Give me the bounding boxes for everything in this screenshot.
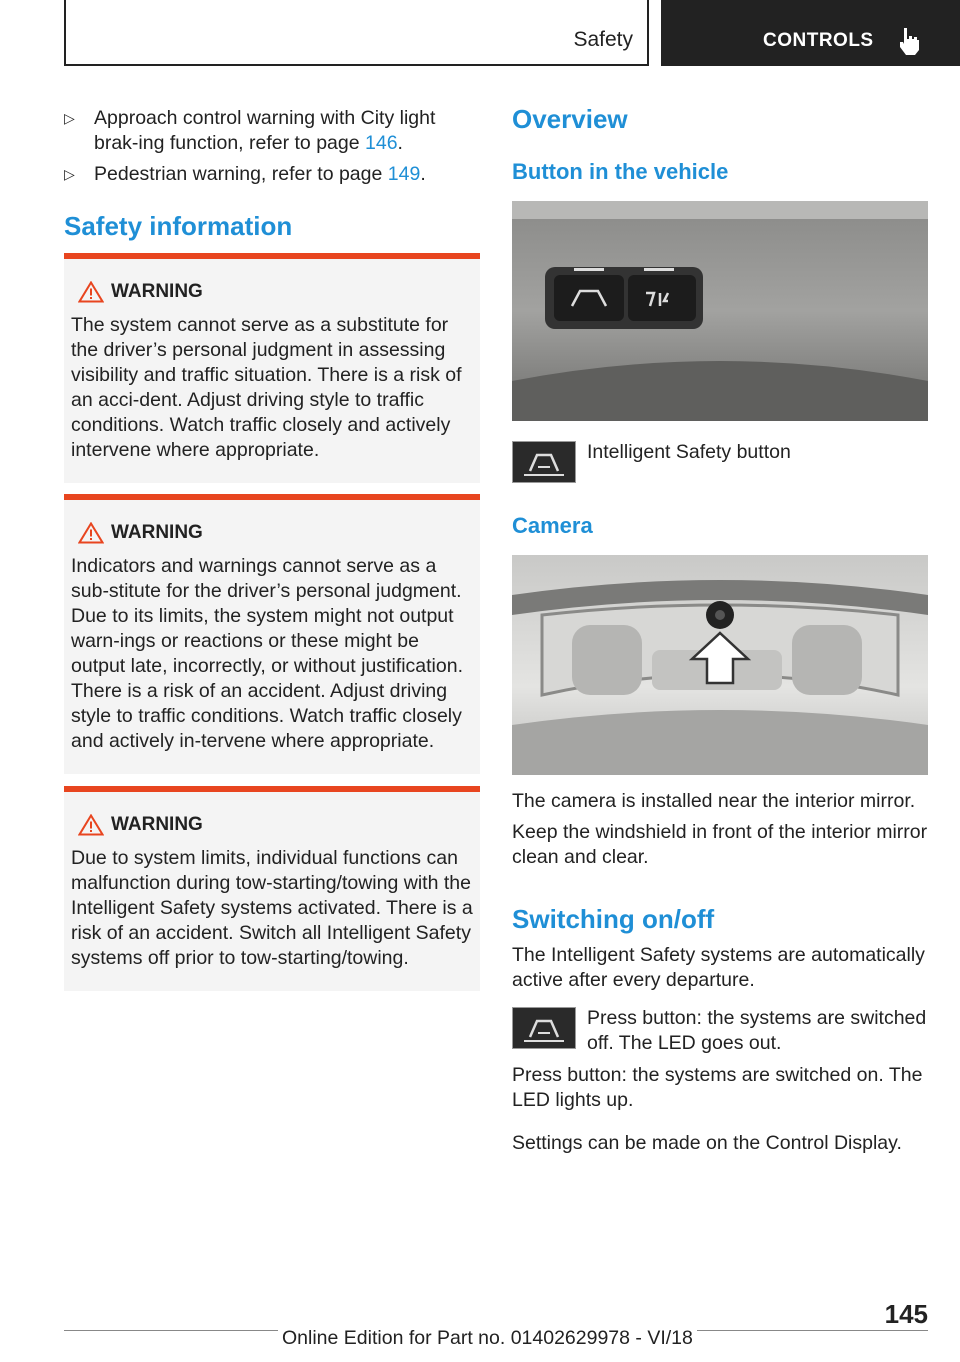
camera-paragraph-2: Keep the windshield in front of the interior mirror clean and clear. — [512, 821, 928, 868]
warning-title: WARNING — [111, 281, 203, 302]
button-panel-photo — [512, 201, 928, 421]
triangle-bullet-icon: ▷ — [64, 166, 75, 182]
header-section-title: Safety — [573, 28, 633, 51]
edition-note: Online Edition for Part no. 01402629978 - VI/18 — [278, 1327, 697, 1350]
warning-text: Indicators and warnings cannot serve as a sub‐stitute for the driver’s personal judgment. Due to its limits, the system might not output warn‐ings or reactions or these might be output late, incorrectly, or without justification. There is a risk of an accident. Adjust driving style to traffic conditions. Watch traffic closely and actively in‐tervene where appropriate. — [71, 555, 463, 752]
switching-paragraph-3: Settings can be made on the Control Display. — [512, 1132, 902, 1154]
page-link[interactable]: 146 — [365, 132, 398, 154]
triangle-bullet-icon: ▷ — [64, 110, 75, 126]
header-chapter-title: CONTROLS — [763, 30, 874, 51]
switching-heading: Switching on/off — [512, 904, 715, 934]
warning-text: Due to system limits, individual functions can malfunction during tow‐starting/towing with the Intelligent Safety systems activated. There is a risk of an accident. Switch all Intelligent Safety systems off prior to tow‐starting/towing. — [71, 847, 473, 969]
header-chapter-tab — [661, 0, 960, 66]
warning-title: WARNING — [111, 522, 203, 543]
header-section-box — [64, 0, 649, 66]
button-caption: Intelligent Safety button — [587, 441, 791, 463]
switch-off-instruction: Press button: the systems are switched off. The LED goes out. — [587, 1007, 927, 1054]
intelligent-safety-button-icon — [512, 1007, 576, 1049]
overview-heading: Overview — [512, 104, 628, 134]
camera-paragraph-1: The camera is installed near the interior mirror. — [512, 790, 916, 812]
camera-heading: Camera — [512, 513, 593, 538]
warning-title: WARNING — [111, 814, 203, 835]
switching-paragraph-1: The Intelligent Safety systems are automatically active after every departure. — [512, 944, 925, 991]
page-link[interactable]: 149 — [387, 163, 421, 185]
pointing-hand-icon — [896, 26, 922, 56]
button-heading: Button in the vehicle — [512, 159, 729, 184]
warning-box — [64, 786, 480, 991]
switching-paragraph-2: Press button: the systems are switched on. The LED lights up. — [512, 1064, 923, 1111]
warning-triangle-icon — [78, 522, 104, 544]
warning-box — [64, 253, 480, 483]
warning-triangle-icon — [78, 281, 104, 303]
page-number: 145 — [884, 1299, 928, 1329]
intelligent-safety-button-icon — [512, 441, 576, 483]
warning-box — [64, 494, 480, 774]
camera-location-photo — [512, 555, 928, 775]
warning-text: The system cannot serve as a substitute for the driver’s personal judgment in assessing visibility and traffic situation. There is a risk of an acci‐dent. Adjust driving style to traffic conditions. Watch traffic closely and actively intervene where appropriate. — [71, 314, 462, 461]
warning-triangle-icon — [78, 814, 104, 836]
safety-information-heading: Safety information — [64, 211, 293, 241]
